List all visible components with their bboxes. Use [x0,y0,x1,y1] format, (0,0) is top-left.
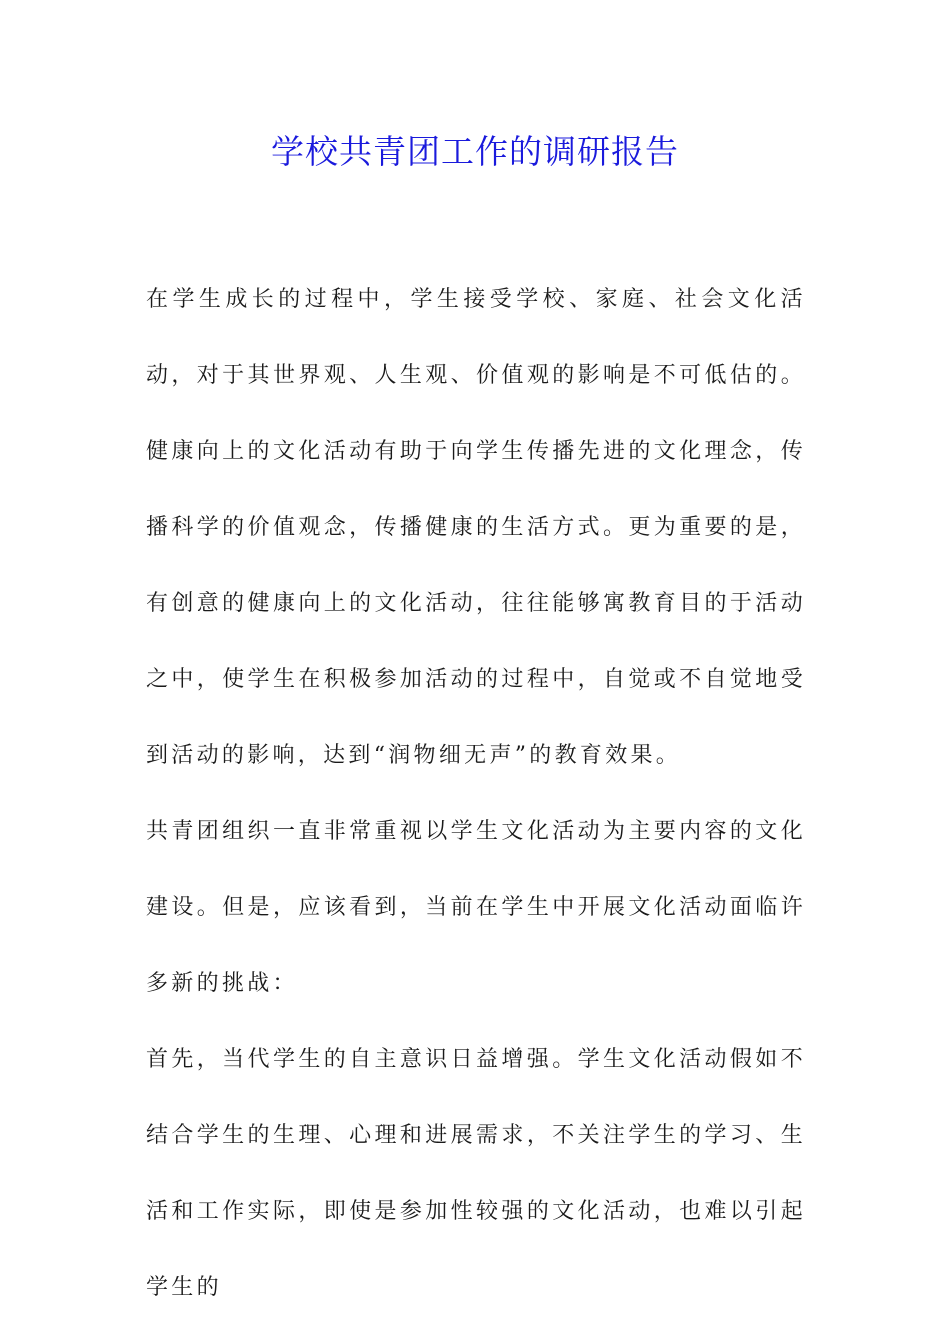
paragraph-2: 共青团组织一直非常重视以学生文化活动为主要内容的文化建设。但是，应该看到，当前在学生中开展文化活动面临许多新的挑战： [146,819,806,996]
paragraph-1: 在学生成长的过程中，学生接受学校、家庭、社会文化活动，对于其世界观、人生观、价值观的影响是不可低估的。健康向上的文化活动有助于向学生传播先进的文化理念，传播科学的价值观念，传播健康的生活方式。更为重要的是，有创意的健康向上的文化活动，往往能够寓教育目的于活动之中，使学生在积极参加活动的过程中，自觉或不自觉地受到活动的影响，达到“润物细无声”的教育效果。 [146,287,806,768]
document-body [146,262,806,1326]
paragraph-3: 首先，当代学生的自主意识日益增强。学生文化活动假如不结合学生的生理、心理和进展需求，不关注学生的学习、生活和工作实际，即使是参加性较强的文化活动，也难以引起学生的 [146,1047,806,1300]
document-title: 学校共青团工作的调研报告 [271,132,679,171]
